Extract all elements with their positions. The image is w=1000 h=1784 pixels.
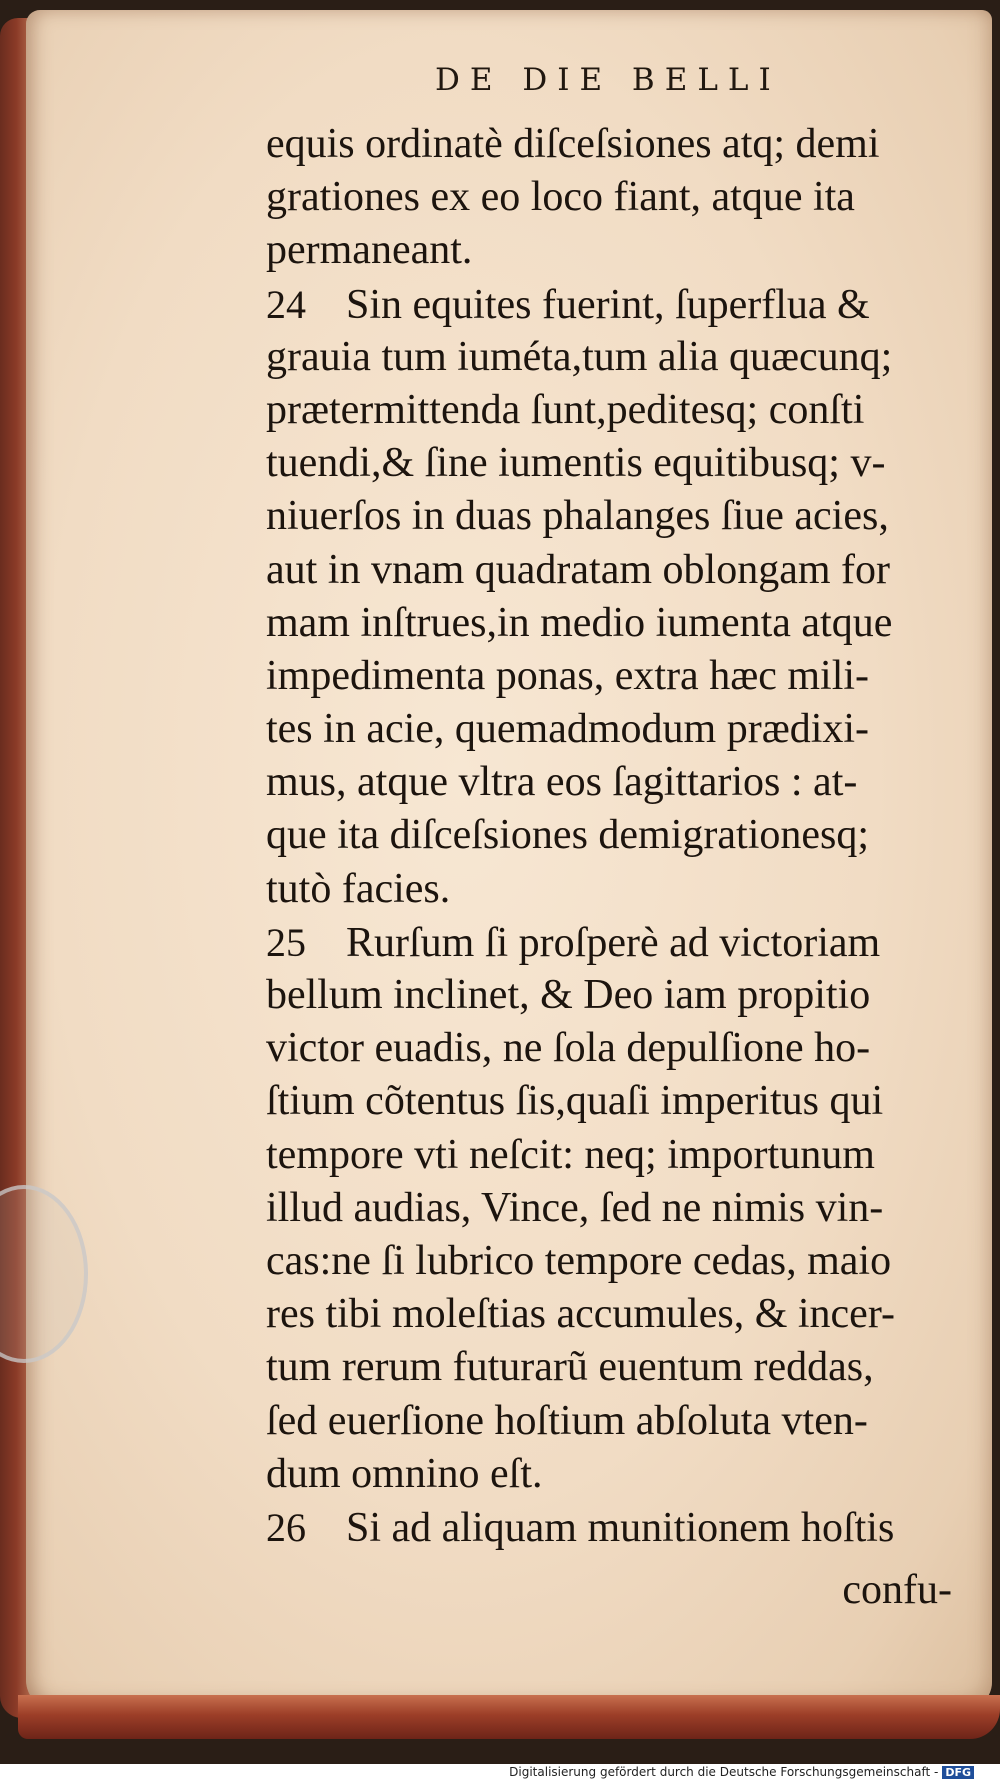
text-line	[266, 809, 986, 862]
text-line	[266, 703, 986, 756]
line-text: illud audias, Vince, ſed ne nimis vin-	[266, 1184, 884, 1231]
line-text: Rurſum ſi proſperè ad victoriam	[346, 919, 881, 966]
text-line	[266, 1182, 986, 1235]
text-line	[266, 1129, 986, 1182]
text-line	[266, 1395, 986, 1448]
text-line	[266, 171, 986, 224]
line-text: tuendi,& ſine iumentis equitibusq; v-	[266, 440, 886, 487]
line-text: tempore vti neſcit: neq; importunum	[266, 1131, 875, 1178]
digitization-credit	[509, 1765, 974, 1779]
credit-text: Digitalisierung gefördert durch die Deutsche Forschungsgemeinschaft -	[509, 1765, 939, 1779]
text-line	[266, 544, 986, 597]
line-text: aut in vnam quadratam oblongam for	[266, 546, 890, 593]
line-text: Sin equites fuerint, ſuperflua &	[346, 281, 870, 328]
line-text: equis ordinatè diſceſsiones atq; demi	[266, 121, 880, 167]
text-line	[266, 1288, 986, 1341]
text-line	[266, 969, 986, 1022]
line-text: tes in acie, quemadmodum prædixi-	[266, 706, 870, 753]
line-text: niuerſos in duas phalanges ſiue acies,	[266, 493, 889, 540]
line-text: tum rerum futurarũ euentum reddas,	[266, 1344, 874, 1391]
line-text: mam inſtrues,in medio iumenta atque	[266, 599, 893, 646]
line-text: cas:ne ſi lubrico tempore cedas, maio	[266, 1237, 892, 1284]
paragraph-number: 24	[266, 281, 306, 327]
text-line	[266, 1235, 986, 1288]
dfg-logo: DFG	[942, 1766, 974, 1779]
line-text: ſtium cõtentus ſis,quaſi imperitus qui	[266, 1078, 884, 1125]
paragraph-number: 26	[266, 1504, 306, 1550]
line-text: bellum inclinet, & Deo iam propitio	[266, 972, 871, 1018]
text-line	[266, 650, 986, 703]
catchword: confu-	[842, 1567, 952, 1614]
text-line	[266, 490, 986, 543]
text-line	[266, 118, 986, 171]
page-bottom-edge	[18, 1695, 1000, 1739]
line-text: grationes ex eo loco fiant, atque ita	[266, 174, 855, 221]
line-text: permaneant.	[266, 227, 473, 274]
text-line	[266, 1075, 986, 1128]
text-line	[266, 1501, 986, 1554]
text-line	[266, 863, 986, 916]
line-text: grauia tum iuméta,tum alia quæcunq;	[266, 333, 893, 380]
text-line	[266, 1341, 986, 1394]
line-text: mus, atque vltra eos ſagittarios : at-	[266, 759, 858, 806]
line-text: tutò facies.	[266, 865, 451, 912]
line-text: dum omnino eſt.	[266, 1450, 543, 1497]
text-line	[266, 224, 986, 277]
paragraph-number: 25	[266, 919, 306, 965]
text-line	[266, 1448, 986, 1501]
text-line	[266, 437, 986, 490]
line-text: victor euadis, ne ſola depulſione ho-	[266, 1025, 871, 1072]
text-line	[266, 278, 986, 331]
text-line	[266, 756, 986, 809]
body-text	[266, 118, 986, 1617]
text-line	[266, 916, 986, 969]
line-text: ſed euerſione hoſtium abſoluta vten-	[266, 1397, 868, 1444]
text-line	[266, 597, 986, 650]
text-line	[266, 384, 986, 437]
running-head: DE DIE BELLI	[435, 62, 781, 98]
line-text: res tibi moleſtias accumules, & incer-	[266, 1291, 895, 1338]
text-line	[266, 331, 986, 384]
line-text: que ita diſceſsiones demigrationesq;	[266, 812, 870, 859]
line-text: impedimenta ponas, extra hæc mili-	[266, 652, 870, 699]
text-line	[266, 1022, 986, 1075]
line-text: prætermittenda ſunt,peditesq; conſti	[266, 386, 865, 433]
line-text: Si ad aliquam munitionem hoſtis	[346, 1504, 895, 1551]
